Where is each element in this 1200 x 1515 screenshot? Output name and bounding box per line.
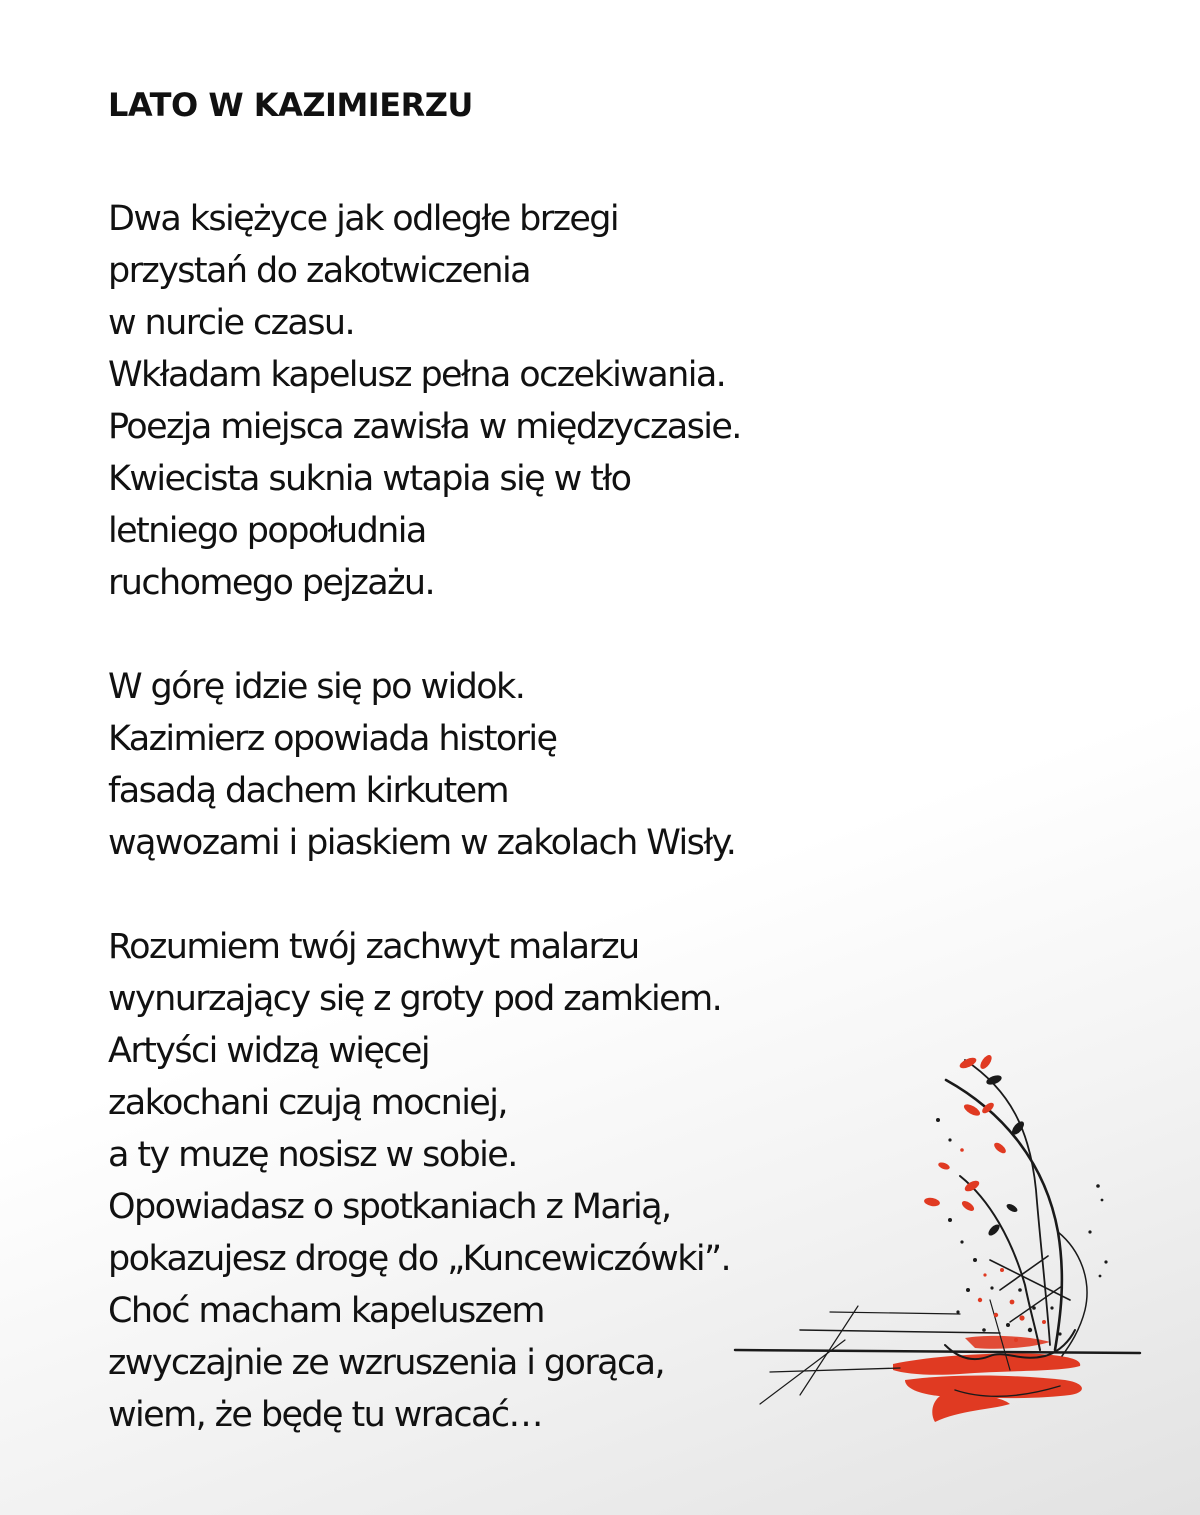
poem-line: w nurcie czasu.: [108, 303, 354, 343]
leaves: [923, 1053, 1026, 1237]
ink-branch-illustration-icon: [725, 1040, 1155, 1440]
poem-line: Dwa księżyce jak odległe brzegi: [108, 199, 619, 239]
poem-line: a ty muzę nosisz w sobie.: [108, 1135, 517, 1175]
poem-line: Kazimierz opowiada historię: [108, 719, 557, 759]
poem-line: wiem, że będę tu wracać…: [108, 1395, 542, 1435]
poem-line: letniego popołudnia: [108, 511, 426, 551]
poem-line: zakochani czują mocniej,: [108, 1083, 507, 1123]
poem-title: LATO W KAZIMIERZU: [108, 86, 473, 124]
poem-line: Artyści widzą więcej: [108, 1031, 429, 1071]
poem-line: wąwozami i piaskiem w zakolach Wisły.: [108, 823, 736, 863]
poem-line: pokazujesz drogę do „Kuncewiczówki”.: [108, 1239, 731, 1279]
poem-line: W górę idzie się po widok.: [108, 667, 525, 707]
stanza-1: [108, 196, 868, 612]
poem-line: Choć macham kapeluszem: [108, 1291, 544, 1331]
poem-line: ruchomego pejzażu.: [108, 563, 434, 603]
poem-line: Rozumiem twój zachwyt malarzu: [108, 927, 639, 967]
stanza-2: [108, 664, 868, 872]
poem-line: Wkładam kapelusz pełna oczekiwania.: [108, 355, 726, 395]
poem-line: Poezja miejsca zawisła w międzyczasie.: [108, 407, 741, 447]
red-brush-strokes: [893, 1336, 1082, 1422]
poem-line: fasadą dachem kirkutem: [108, 771, 508, 811]
poem-line: wynurzający się z groty pod zamkiem.: [108, 979, 722, 1019]
poem-line: przystań do zakotwiczenia: [108, 251, 530, 291]
ink-dots: [936, 1118, 1108, 1342]
poem-line: Opowiadasz o spotkaniach z Marią,: [108, 1187, 671, 1227]
poem-line: zwyczajnie ze wzruszenia i gorąca,: [108, 1343, 665, 1383]
poem-line: Kwiecista suknia wtapia się w tło: [108, 459, 631, 499]
